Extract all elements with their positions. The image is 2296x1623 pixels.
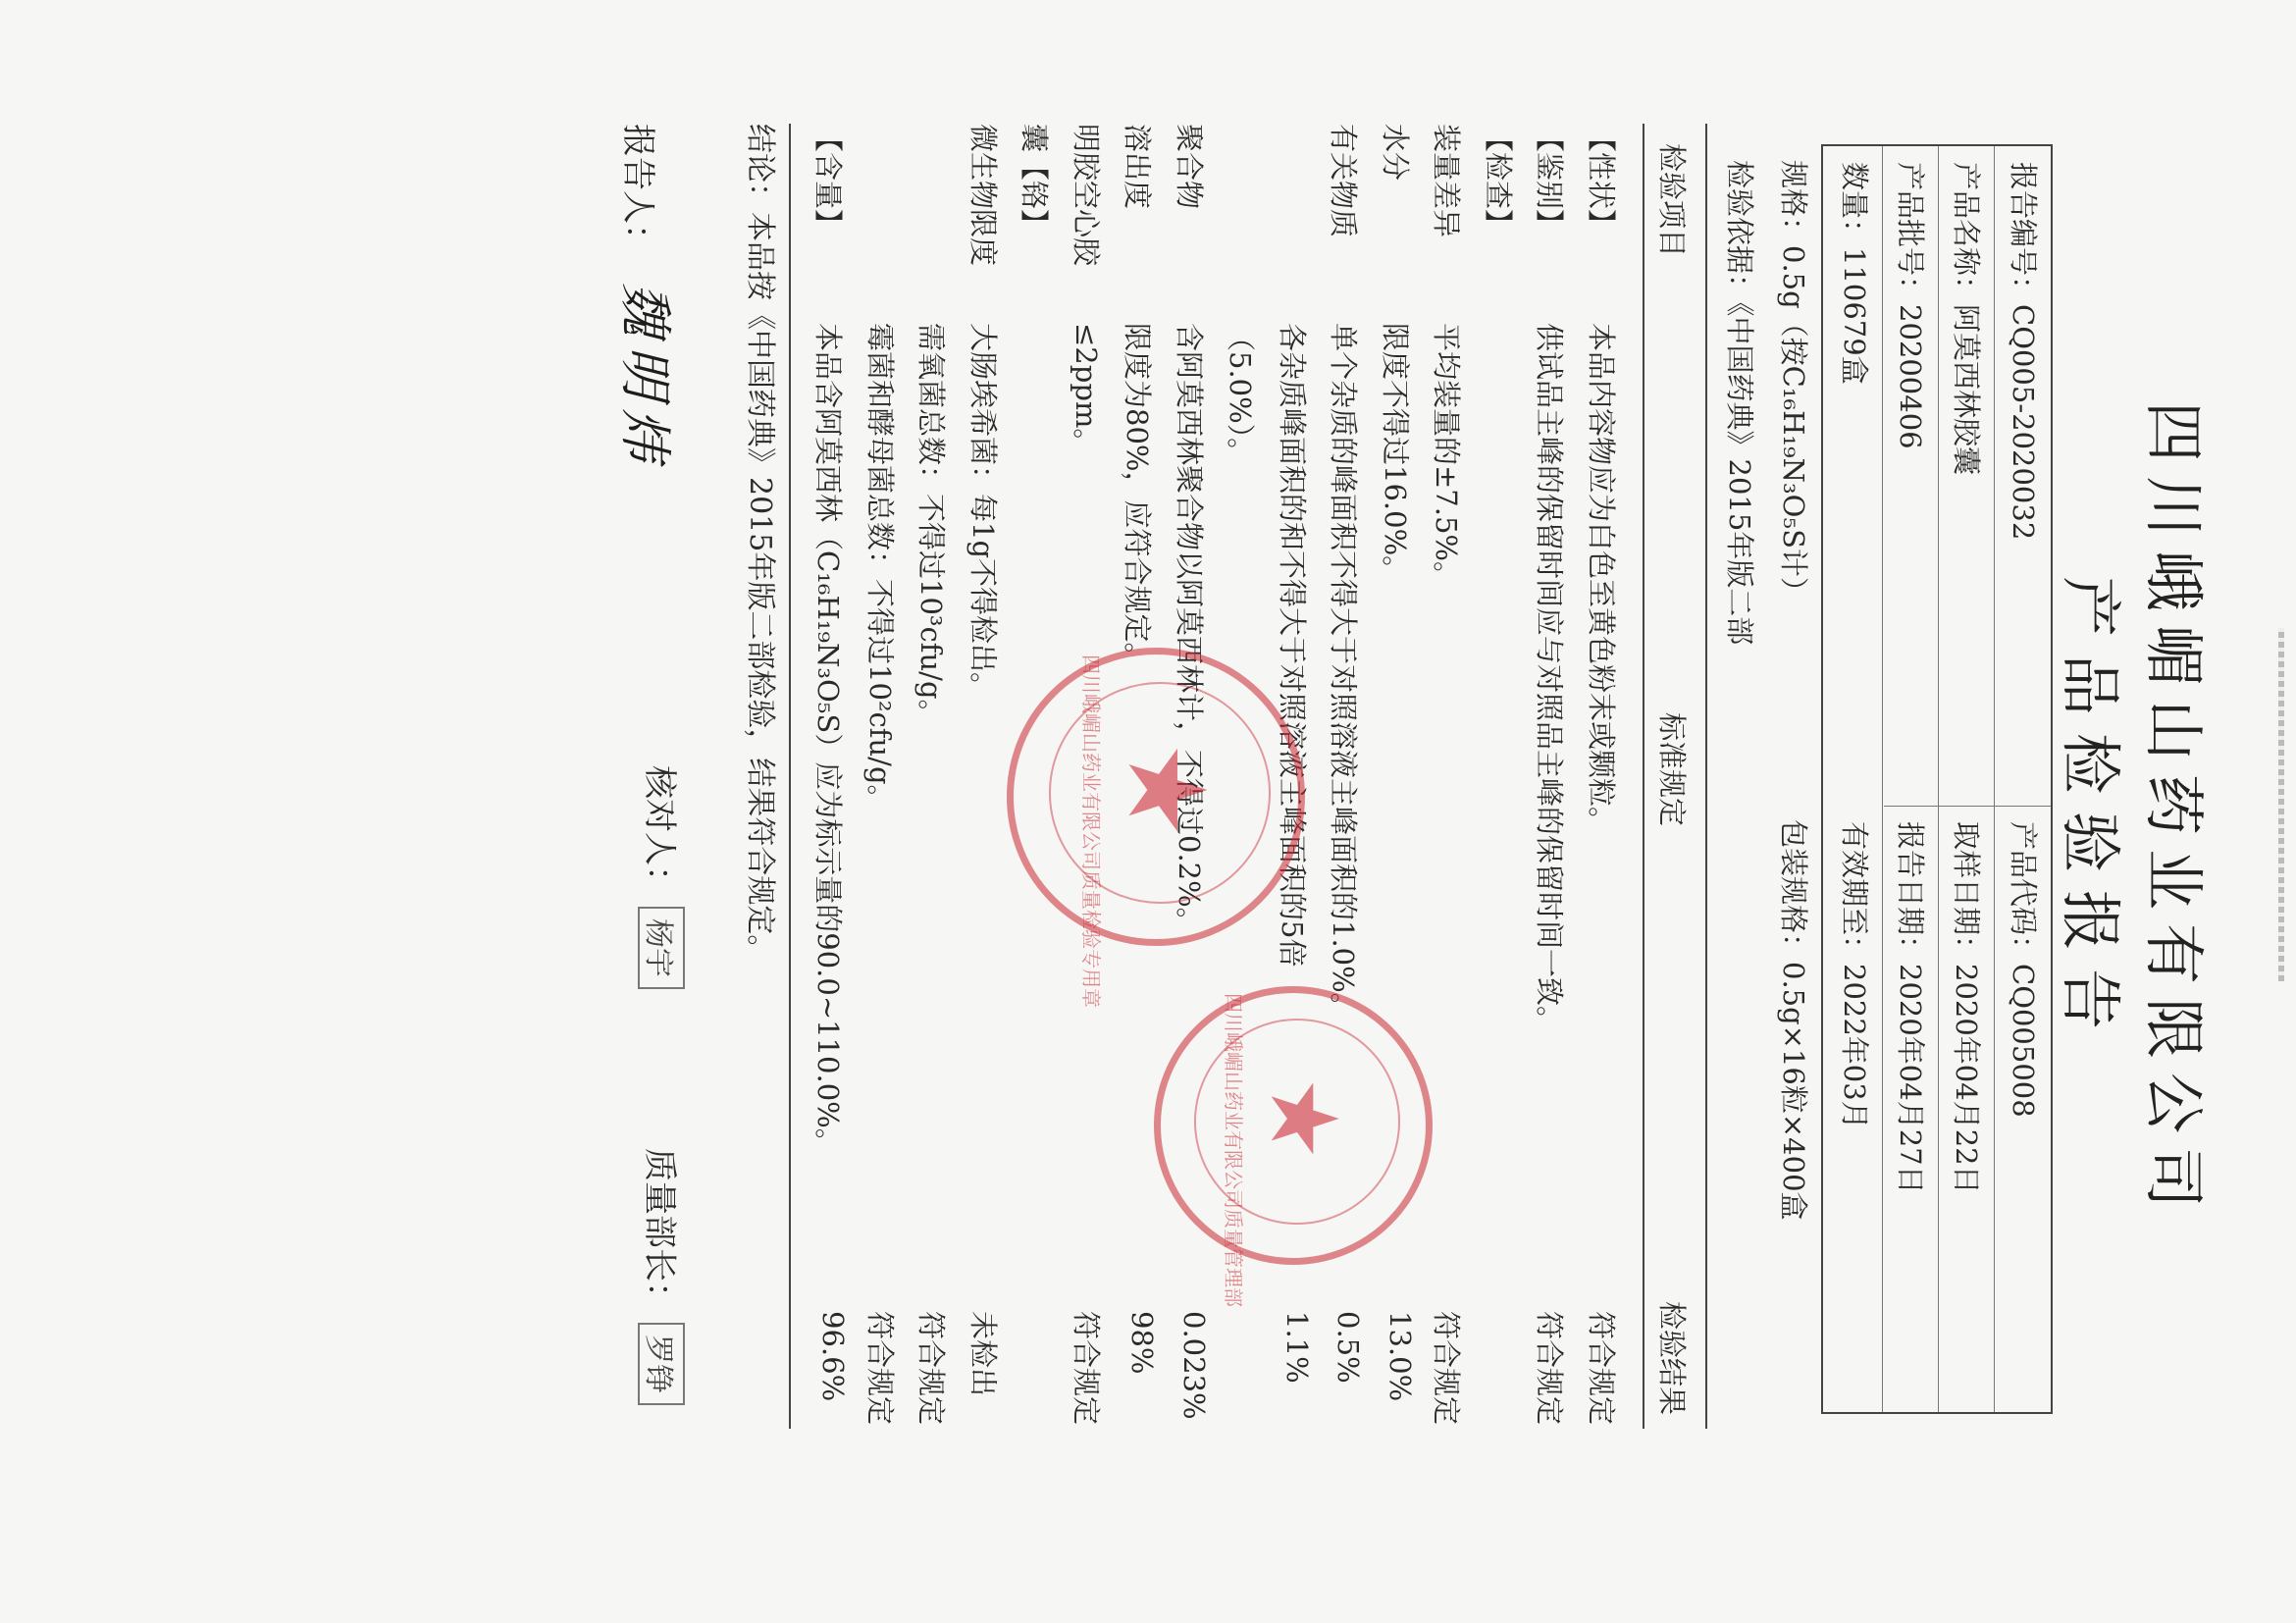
- row-result: 符合规定: [914, 1311, 949, 1426]
- product-name: 产品名称：阿莫西林胶囊: [1950, 162, 1983, 476]
- row-standard: 限度不得过16.0%。: [1379, 323, 1412, 585]
- row-standard: 含阿莫西林聚合物以阿莫西林计，不得过0.2%。: [1173, 323, 1206, 936]
- row-result: 0.023%: [1177, 1311, 1211, 1420]
- scan-artifact: [2278, 628, 2284, 981]
- quality-seal: [1154, 986, 1433, 1307]
- row-standard: 各杂质峰面积的和不得大于对照溶液主峰面积的5倍: [1276, 323, 1309, 968]
- row-result: 98%: [1125, 1311, 1160, 1375]
- inspection-seal-text: 四川峨嵋山药业有限公司质量检验专用章: [1079, 654, 1103, 1008]
- row-result: 符合规定: [1430, 1311, 1464, 1426]
- row-standard: 大肠埃希菌：每1g不得检出。: [966, 323, 1000, 702]
- seal-star-icon: ★: [1104, 741, 1229, 839]
- conclusion: 结论：本品按《中国药典》2015年版二部检验，结果符合规定。: [743, 124, 777, 965]
- row-item: 溶出度: [1121, 124, 1155, 210]
- qa-head-signature: [638, 1148, 687, 1405]
- row-result: 未检出: [966, 1311, 1000, 1397]
- row-standard: 需氧菌总数：不得过10³cfu/g。: [914, 323, 949, 728]
- table-header-rule: [1643, 124, 1644, 1429]
- qa-head-label: 质量部长：: [640, 1148, 679, 1315]
- info-row: [1882, 146, 1939, 1412]
- checker-name: 杨宇: [638, 907, 685, 989]
- row-item: 水分: [1379, 124, 1412, 182]
- row-item: 聚合物: [1173, 124, 1206, 210]
- row-result: 0.5%: [1331, 1311, 1366, 1384]
- info-row: [1995, 146, 2051, 1412]
- row-standard: 本品含阿莫西林（C₁₆H₁₉N₃O₅S）应为标示量的90.0~110.0%。: [811, 323, 846, 1157]
- reporter-label: 报告人：: [618, 124, 657, 257]
- row-standard: 单个杂质的峰面积不得大于对照溶液主峰面积的1.0%。: [1327, 323, 1361, 1021]
- expiry-date: 有效期至：2022年03月: [1838, 821, 1871, 1129]
- row-item: 有关物质: [1327, 124, 1361, 238]
- row-item: 微生物限度: [966, 124, 1000, 267]
- package-spec: 包装规格：0.5g×16粒×400盒: [1777, 819, 1810, 1221]
- row-standard: 平均装量的±7.5%。: [1430, 323, 1464, 590]
- table-bottom-rule: [789, 124, 791, 1429]
- reporter-name: 魏明炜: [614, 283, 676, 471]
- info-row: [1938, 146, 1995, 1412]
- info-row: [1826, 146, 1883, 1412]
- header-standard: 标准规定: [1655, 712, 1689, 827]
- row-result: 符合规定: [1533, 1311, 1567, 1426]
- row-item: 装量差异: [1430, 124, 1464, 238]
- row-standard: （5.0%）。: [1224, 323, 1258, 467]
- row-standard: 限度为80%，应符合规定。: [1121, 323, 1155, 671]
- report-date: 报告日期：2020年04月27日: [1894, 821, 1927, 1194]
- inspection-seal: [1007, 648, 1305, 1008]
- row-standard: 霉菌和酵母菌总数：不得过10²cfu/g。: [863, 323, 897, 813]
- row-item: 囊【铬】: [1018, 124, 1052, 238]
- report-number: 报告编号：CQ005-2020032: [2007, 162, 2040, 541]
- table-top-rule: [1705, 124, 1707, 1429]
- row-result: 13.0%: [1383, 1311, 1417, 1402]
- row-standard: 供试品主峰的保留时间应与对照品主峰的保留时间一致。: [1533, 323, 1567, 1035]
- batch-number: 产品批号：20200406: [1894, 162, 1927, 449]
- row-item: 【含量】: [811, 124, 846, 238]
- reporter-signature: [611, 124, 687, 471]
- seal-star-icon: ★: [1249, 1076, 1357, 1161]
- sample-date: 取样日期：2020年04月22日: [1950, 821, 1983, 1194]
- row-result: 符合规定: [863, 1311, 897, 1426]
- row-item: 【鉴别】: [1533, 124, 1567, 238]
- quality-seal-text: 四川峨嵋山药业有限公司质量管理部: [1222, 993, 1245, 1307]
- report-title: 产品检验报告: [2055, 575, 2126, 1047]
- product-info-box: [1821, 144, 2053, 1414]
- row-result: 96.6%: [816, 1311, 851, 1402]
- spec: 规格：0.5g（按C₁₆H₁₉N₃O₅S计）: [1777, 160, 1810, 605]
- checker-label: 核对人：: [640, 765, 679, 899]
- header-item: 检验项目: [1655, 143, 1689, 258]
- inspection-basis: 检验依据：《中国药典》2015年版二部: [1723, 160, 1756, 646]
- row-item: 明胶空心胶: [1070, 124, 1103, 267]
- quantity: 数量：110679盒: [1838, 162, 1871, 385]
- header-result: 检验结果: [1655, 1301, 1689, 1416]
- row-item: 【性状】: [1585, 124, 1618, 238]
- row-result: 1.1%: [1280, 1311, 1314, 1384]
- row-result: 符合规定: [1585, 1311, 1618, 1426]
- checker-signature: [638, 765, 687, 989]
- product-code: 产品代码：CQ005008: [2007, 821, 2040, 1118]
- row-standard: 本品内容物应为白色至黄色粉末或颗粒。: [1585, 323, 1618, 836]
- qa-head-name: 罗铮: [638, 1323, 685, 1405]
- company-name: 四川峨嵋山药业有限公司: [2138, 400, 2210, 1222]
- row-standard: ≤2ppm。: [1070, 323, 1103, 457]
- row-result: 符合规定: [1070, 1311, 1103, 1426]
- row-item: 【检查】: [1482, 124, 1515, 238]
